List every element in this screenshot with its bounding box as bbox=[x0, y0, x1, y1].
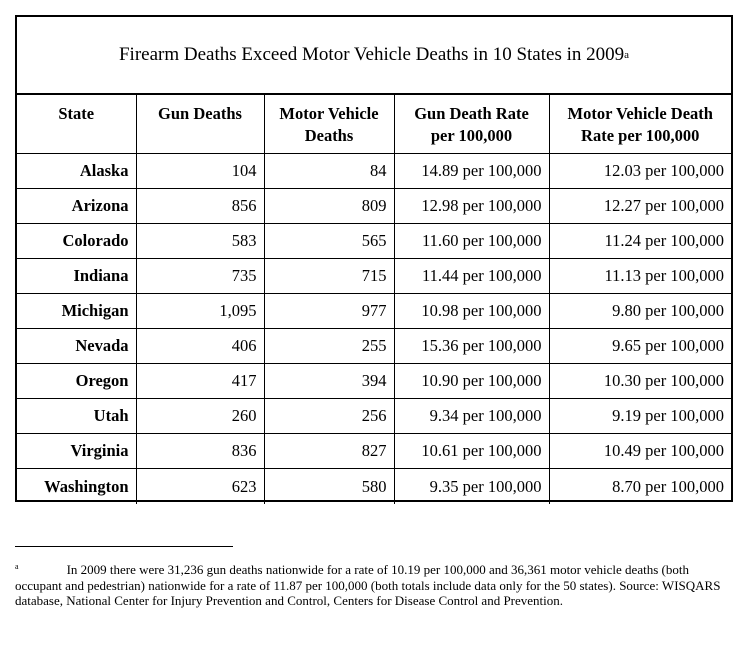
cell-gun-death-rate: 9.34 per 100,000 bbox=[394, 399, 549, 434]
footnote-separator bbox=[15, 546, 233, 547]
header-motor-vehicle-death-rate: Motor Vehicle Death Rate per 100,000 bbox=[549, 93, 731, 153]
header-motor-vehicle-deaths: Motor Vehicle Deaths bbox=[264, 93, 394, 153]
cell-motor-vehicle-death-rate: 11.24 per 100,000 bbox=[549, 223, 731, 258]
footnote-text: In 2009 there were 31,236 gun deaths nationwide for a rate of 10.19 per 100,000 and 36,361 motor vehicle deaths (both occupant and pedestrian) nationwide for a rate of 11.87 per 100,000 (both totals include data only for the 50 states). Source: WISQARS database, National Center for Injury Prevention and Control, Centers for Disease Control and Prevention. bbox=[15, 562, 721, 609]
cell-motor-vehicle-death-rate: 12.03 per 100,000 bbox=[549, 153, 731, 188]
cell-state: Arizona bbox=[17, 188, 136, 223]
cell-gun-deaths: 260 bbox=[136, 399, 264, 434]
cell-state: Indiana bbox=[17, 258, 136, 293]
cell-gun-death-rate: 14.89 per 100,000 bbox=[394, 153, 549, 188]
cell-gun-death-rate: 11.44 per 100,000 bbox=[394, 258, 549, 293]
cell-motor-vehicle-deaths: 565 bbox=[264, 223, 394, 258]
cell-motor-vehicle-deaths: 394 bbox=[264, 364, 394, 399]
table-row bbox=[17, 293, 731, 328]
cell-gun-deaths: 623 bbox=[136, 469, 264, 504]
table-row bbox=[17, 364, 731, 399]
cell-motor-vehicle-death-rate: 9.80 per 100,000 bbox=[549, 293, 731, 328]
cell-motor-vehicle-deaths: 580 bbox=[264, 469, 394, 504]
cell-motor-vehicle-deaths: 256 bbox=[264, 399, 394, 434]
table-row bbox=[17, 258, 731, 293]
cell-motor-vehicle-deaths: 255 bbox=[264, 328, 394, 363]
cell-gun-death-rate: 12.98 per 100,000 bbox=[394, 188, 549, 223]
table-row bbox=[17, 328, 731, 363]
cell-gun-deaths: 417 bbox=[136, 364, 264, 399]
cell-gun-deaths: 735 bbox=[136, 258, 264, 293]
header-row bbox=[17, 93, 731, 153]
table-row bbox=[17, 153, 731, 188]
cell-gun-death-rate: 9.35 per 100,000 bbox=[394, 469, 549, 504]
cell-motor-vehicle-death-rate: 10.30 per 100,000 bbox=[549, 364, 731, 399]
cell-gun-deaths: 856 bbox=[136, 188, 264, 223]
cell-gun-deaths: 1,095 bbox=[136, 293, 264, 328]
cell-gun-death-rate: 10.98 per 100,000 bbox=[394, 293, 549, 328]
cell-gun-death-rate: 10.90 per 100,000 bbox=[394, 364, 549, 399]
cell-gun-death-rate: 15.36 per 100,000 bbox=[394, 328, 549, 363]
cell-motor-vehicle-death-rate: 11.13 per 100,000 bbox=[549, 258, 731, 293]
cell-gun-deaths: 836 bbox=[136, 434, 264, 469]
cell-motor-vehicle-death-rate: 9.65 per 100,000 bbox=[549, 328, 731, 363]
cell-gun-death-rate: 11.60 per 100,000 bbox=[394, 223, 549, 258]
cell-state: Nevada bbox=[17, 328, 136, 363]
footnote bbox=[15, 562, 731, 609]
cell-motor-vehicle-deaths: 715 bbox=[264, 258, 394, 293]
cell-gun-death-rate: 10.61 per 100,000 bbox=[394, 434, 549, 469]
table-title-text: Firearm Deaths Exceed Motor Vehicle Deaths in 10 States in 2009 bbox=[118, 44, 625, 65]
cell-state: Utah bbox=[17, 399, 136, 434]
cell-motor-vehicle-deaths: 827 bbox=[264, 434, 394, 469]
cell-gun-deaths: 406 bbox=[136, 328, 264, 363]
cell-motor-vehicle-deaths: 977 bbox=[264, 293, 394, 328]
cell-motor-vehicle-death-rate: 12.27 per 100,000 bbox=[549, 188, 731, 223]
cell-gun-deaths: 104 bbox=[136, 153, 264, 188]
header-gun-death-rate: Gun Death Rate per 100,000 bbox=[394, 93, 549, 153]
cell-state: Virginia bbox=[17, 434, 136, 469]
table-row bbox=[17, 223, 731, 258]
table-row bbox=[17, 469, 731, 504]
cell-motor-vehicle-deaths: 809 bbox=[264, 188, 394, 223]
cell-state: Alaska bbox=[17, 153, 136, 188]
data-table-frame bbox=[15, 15, 733, 502]
cell-motor-vehicle-death-rate: 8.70 per 100,000 bbox=[549, 469, 731, 504]
cell-motor-vehicle-deaths: 84 bbox=[264, 153, 394, 188]
header-gun-deaths: Gun Deaths bbox=[136, 93, 264, 153]
cell-state: Oregon bbox=[17, 364, 136, 399]
footnote-mark: a bbox=[15, 561, 19, 571]
table-row bbox=[17, 188, 731, 223]
cell-state: Michigan bbox=[17, 293, 136, 328]
firearm-motor-vehicle-table bbox=[17, 93, 731, 504]
table-title: Firearm Deaths Exceed Motor Vehicle Deaths in 10 States in 2009 a bbox=[17, 17, 731, 95]
cell-motor-vehicle-death-rate: 10.49 per 100,000 bbox=[549, 434, 731, 469]
cell-state: Washington bbox=[17, 469, 136, 504]
table-row bbox=[17, 434, 731, 469]
cell-state: Colorado bbox=[17, 223, 136, 258]
cell-motor-vehicle-death-rate: 9.19 per 100,000 bbox=[549, 399, 731, 434]
cell-gun-deaths: 583 bbox=[136, 223, 264, 258]
table-row bbox=[17, 399, 731, 434]
header-state: State bbox=[17, 93, 136, 153]
